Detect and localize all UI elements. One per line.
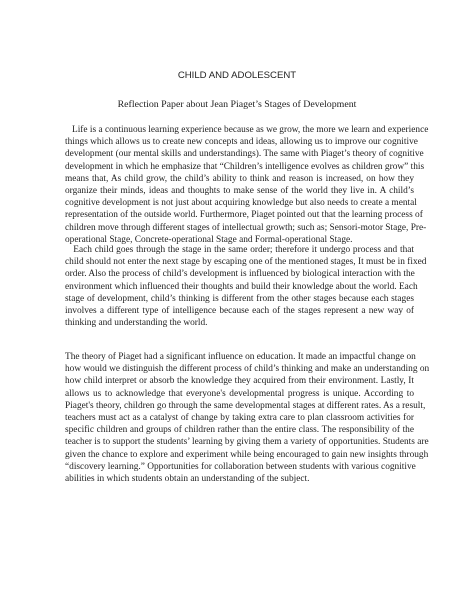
document-subtitle: Reflection Paper about Jean Piaget’s Stages of Development (117, 99, 357, 110)
paragraph-2 (65, 244, 427, 329)
paragraph-line: abilities in which students obtain an understanding of the subject. (65, 473, 310, 484)
paragraph-line: Piaget's theory, children go through the same developmental stages at different rates. As a result, (65, 400, 426, 411)
paragraph-3 (65, 351, 430, 485)
paragraph-line: specific children and groups of children rather than the entire class. The responsibility of the (65, 425, 414, 436)
paragraph-line: organize their minds, ideas and thoughts to make sense of the world they live in. A child’s (65, 185, 414, 196)
paragraph-line: cognitive development is not just about acquiring knowledge but also needs to create a mental (65, 198, 417, 209)
paragraph-line: “discovery learning.” Opportunities for collaboration between students with various cognitive (65, 461, 416, 472)
paragraph-line: Life is a continuous learning experience because as we grow, the more we learn and experience (65, 125, 429, 135)
paragraph-line: Each child goes through the stage in the same order; therefore it undergo process and that (65, 245, 414, 255)
paragraph-line: allows us to acknowledge that everyone's developmental progress is unique. According to (65, 388, 414, 399)
paragraph-line: teacher is to support the students’ learning by giving them a variety of opportunities. Students are (65, 437, 429, 448)
paragraph-line: thinking and understanding the world. (65, 318, 208, 329)
paragraph-line: development in which he emphasize that “Children’s intelligence evolves as children grow” this (65, 161, 425, 172)
paragraph-line: development (our mental skills and understandings). The same with Piaget’s theory of cognitive (65, 149, 424, 160)
paragraph-line: how would we distinguish the different process of child’s thinking and make an understanding on (65, 364, 430, 375)
paragraph-line: environment which influenced their thoughts and build their knowledge about the world. Each (65, 281, 418, 292)
paragraph-line: operational Stage, Concrete-operational Stage and Formal-operational Stage. (65, 234, 353, 245)
paragraph-line: involves a different type of intelligence because each of the stages represent a new way of (65, 305, 414, 316)
paragraph-line: teachers must act as a catalyst of change by taking extra care to plan classroom activities for (65, 412, 414, 423)
paragraph-line: The theory of Piaget had a significant influence on education. It made an impactful change on (65, 352, 416, 362)
paragraph-line: means that, As child grow, the child’s ability to think and reason is increased, on how they (65, 173, 414, 184)
paragraph-line: stage of development, child’s thinking is different from the other stages because each stages (65, 293, 414, 304)
paragraph-line: representation of the outside world. Furthermore, Piaget pointed out that the learning process of (65, 210, 423, 221)
paragraph-line: child should not enter the next stage by escaping one of the mentioned stages, It must be in fixed (65, 257, 427, 268)
paragraph-line: order. Also the process of child’s development is influenced by biological interaction with the (65, 269, 415, 280)
paragraph-line: things which allows us to create new concepts and ideas, allowing us to improve our cognitive (65, 137, 418, 148)
paragraph-1 (65, 124, 429, 246)
paragraph-line: how child interpret or absorb the knowledge they acquired from their environment. Lastly, It (65, 376, 414, 387)
paragraph-line: given the chance to explore and experiment while being encouraged to gain new insights through (65, 449, 429, 460)
paragraph-line: children move through different stages of intellectual growth; such as; Sensori-motor Stage, Pre- (65, 222, 427, 233)
document-title: CHILD AND ADOLESCENT (177, 70, 297, 81)
